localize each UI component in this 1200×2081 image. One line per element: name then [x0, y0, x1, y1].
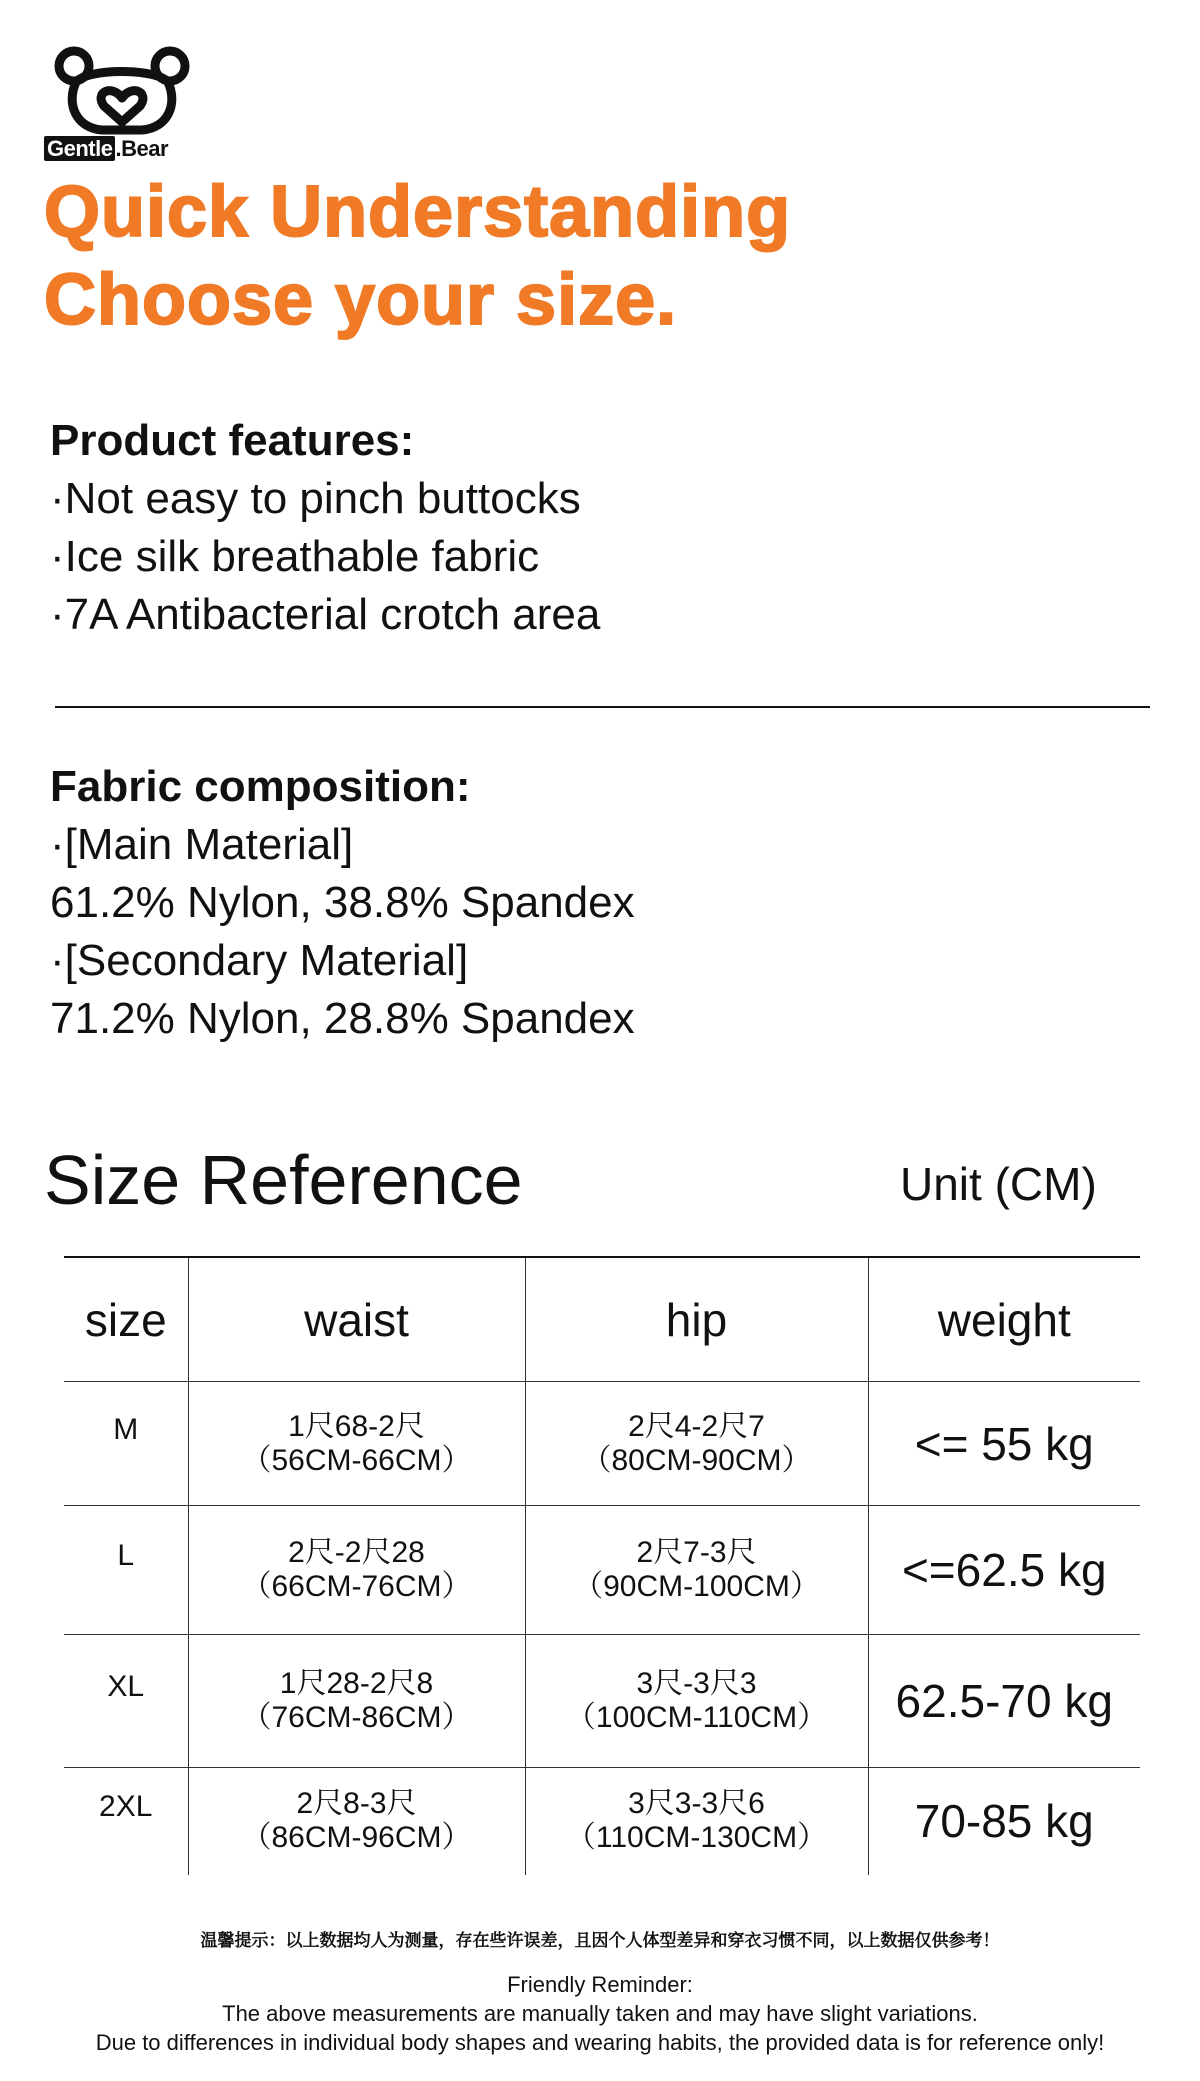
feature-item: ·7A Antibacterial crotch area	[50, 590, 601, 639]
feature-item: ·Ice silk breathable fabric	[50, 532, 540, 581]
brand-logo	[44, 44, 204, 164]
header-size: size	[64, 1258, 188, 1382]
fabric-line: ·[Secondary Material]	[50, 936, 469, 985]
size-cell: 2XL	[64, 1768, 188, 1875]
feature-item: ·Not easy to pinch buttocks	[50, 474, 581, 523]
reminder-line: The above measurements are manually taken and may have slight variations.	[222, 2001, 978, 2026]
headline	[44, 168, 791, 344]
hip-cell: 2尺7-3尺 （90CM-100CM）	[525, 1506, 868, 1635]
waist-cell: 1尺28-2尺8 （76CM-86CM）	[188, 1635, 525, 1768]
fabric-title: Fabric composition:	[50, 762, 471, 811]
size-table	[64, 1258, 1140, 1875]
features-title: Product features:	[50, 416, 415, 465]
fabric-composition	[50, 758, 635, 1048]
waist-cell: 1尺68-2尺 （56CM-66CM）	[188, 1382, 525, 1506]
size-reference-title: Size Reference	[44, 1141, 523, 1219]
unit-label: Unit (CM)	[900, 1158, 1097, 1210]
hip-cell: 3尺-3尺3 （100CM-110CM）	[525, 1635, 868, 1768]
reminder-line: Friendly Reminder:	[507, 1972, 693, 1997]
chinese-reminder: 温馨提示：以上数据均人为测量，存在些许误差，且因个人体型差异和穿衣习惯不同，以上数据仅供参考！	[200, 1931, 1000, 1950]
waist-cell: 2尺-2尺28 （66CM-76CM）	[188, 1506, 525, 1635]
product-features	[50, 412, 600, 644]
table-row	[64, 1635, 1140, 1768]
fabric-line: 61.2% Nylon, 38.8% Spandex	[50, 878, 635, 927]
bear-face-icon	[52, 44, 192, 136]
size-cell: L	[64, 1506, 188, 1635]
weight-cell: 70-85 kg	[914, 1795, 1094, 1848]
fabric-line: 71.2% Nylon, 28.8% Spandex	[50, 994, 635, 1043]
section-divider	[55, 706, 1150, 708]
reminder-line: Due to differences in individual body shapes and wearing habits, the provided data is for reference only!	[95, 2030, 1105, 2055]
waist-cell: 2尺8-3尺 （86CM-96CM）	[188, 1768, 525, 1875]
fabric-line: ·[Main Material]	[50, 820, 354, 869]
headline-line-1: Quick Understanding	[44, 172, 792, 252]
hip-cell: 2尺4-2尺7 （80CM-90CM）	[525, 1382, 868, 1506]
table-row	[64, 1768, 1140, 1875]
weight-cell: <= 55 kg	[868, 1382, 1140, 1506]
header-waist: waist	[188, 1258, 525, 1382]
weight-cell: 62.5-70 kg	[868, 1635, 1140, 1768]
weight-cell: <=62.5 kg	[868, 1506, 1140, 1635]
headline-line-2: Choose your size.	[44, 260, 678, 340]
header-weight: weight	[868, 1258, 1140, 1382]
header-hip: hip	[525, 1258, 868, 1382]
english-reminder	[0, 1970, 1200, 2057]
table-row	[64, 1382, 1140, 1506]
size-cell: M	[64, 1382, 188, 1506]
hip-cell: 3尺3-3尺6 （110CM-130CM）	[525, 1768, 868, 1875]
table-header-row	[64, 1258, 1140, 1382]
table-row	[64, 1506, 1140, 1635]
brand-name: Gentle .Bear	[44, 136, 168, 162]
size-cell: XL	[64, 1635, 188, 1768]
